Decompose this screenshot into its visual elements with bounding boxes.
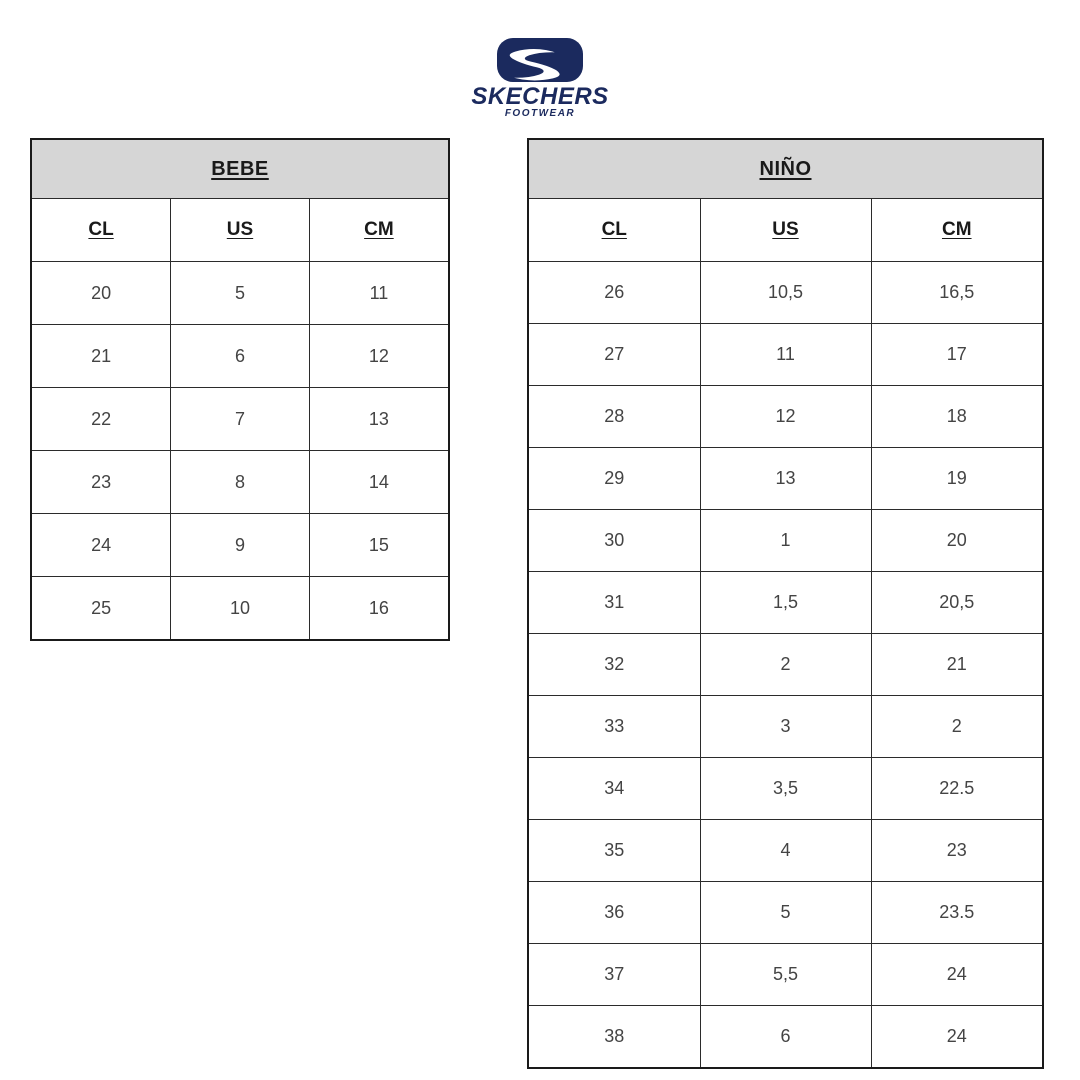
cell-cl: 27 [529,324,700,386]
cell-cl: 34 [529,758,700,820]
column-header-us-label: US [226,219,254,240]
cell-cm: 24 [871,1006,1042,1068]
cell-cl: 35 [529,820,700,882]
column-header-cm [871,199,1042,262]
cell-us: 9 [171,514,310,577]
table-row [529,510,1042,572]
cell-us: 4 [700,820,871,882]
cell-cm: 19 [871,448,1042,510]
cell-cm: 14 [309,451,448,514]
cell-cl: 31 [529,572,700,634]
cell-cl: 23 [32,451,171,514]
cell-us: 3 [700,696,871,758]
table-row [529,696,1042,758]
table-title-row [529,140,1042,199]
cell-cl: 24 [32,514,171,577]
column-header-us [700,199,871,262]
cell-us: 1,5 [700,572,871,634]
cell-cl: 28 [529,386,700,448]
table-row [529,820,1042,882]
table-row [32,262,448,325]
table-title-label: BEBE [211,157,269,180]
cell-cl: 38 [529,1006,700,1068]
cell-us: 5 [171,262,310,325]
column-header-cl [32,199,171,262]
size-table-nino-grid [529,140,1042,1067]
table-row [529,448,1042,510]
cell-cl: 26 [529,262,700,324]
cell-cl: 37 [529,944,700,1006]
cell-cm: 22.5 [871,758,1042,820]
cell-cl: 30 [529,510,700,572]
column-header-cm-label: CM [941,219,972,240]
cell-us: 13 [700,448,871,510]
logo-tagline-text: FOOTWEAR [504,108,576,119]
column-header-cl-label: CL [601,219,627,240]
cell-us: 11 [700,324,871,386]
column-header-us [171,199,310,262]
cell-cm: 12 [309,325,448,388]
table-row [529,944,1042,1006]
cell-us: 5 [700,882,871,944]
cell-us: 6 [700,1006,871,1068]
cell-cm: 16,5 [871,262,1042,324]
table-row [529,386,1042,448]
cell-us: 7 [171,388,310,451]
cell-us: 10 [171,577,310,640]
column-header-cl [529,199,700,262]
table-row [529,1006,1042,1068]
column-header-cl-label: CL [88,219,114,240]
column-header-us-label: US [772,219,799,240]
cell-us: 12 [700,386,871,448]
table-title [529,140,1042,199]
cell-cl: 36 [529,882,700,944]
table-row [529,758,1042,820]
cell-cm: 20,5 [871,572,1042,634]
cell-cl: 33 [529,696,700,758]
size-table-nino [527,138,1044,1069]
table-title-row [32,140,448,199]
cell-us: 10,5 [700,262,871,324]
cell-cl: 25 [32,577,171,640]
size-table-bebe [30,138,450,641]
cell-cm: 16 [309,577,448,640]
cell-cl: 20 [32,262,171,325]
table-row [529,882,1042,944]
cell-cm: 21 [871,634,1042,696]
column-header-cm-label: CM [364,219,394,240]
cell-cm: 13 [309,388,448,451]
table-row [529,572,1042,634]
cell-us: 6 [171,325,310,388]
skechers-logo [455,38,625,120]
cell-cl: 29 [529,448,700,510]
cell-cl: 32 [529,634,700,696]
cell-cm: 24 [871,944,1042,1006]
cell-cm: 23.5 [871,882,1042,944]
cell-cl: 21 [32,325,171,388]
table-row [529,262,1042,324]
cell-us: 3,5 [700,758,871,820]
table-row [32,514,448,577]
brand-logo [0,38,1080,120]
cell-us: 8 [171,451,310,514]
table-header-row [32,199,448,262]
table-title [32,140,448,199]
cell-us: 2 [700,634,871,696]
table-header-row [529,199,1042,262]
cell-cm: 2 [871,696,1042,758]
table-title-label: NIÑO [759,157,812,180]
cell-cm: 18 [871,386,1042,448]
cell-us: 5,5 [700,944,871,1006]
table-row [32,451,448,514]
table-row [529,634,1042,696]
cell-cm: 20 [871,510,1042,572]
table-row [32,577,448,640]
cell-cm: 23 [871,820,1042,882]
cell-cm: 17 [871,324,1042,386]
size-table-bebe-grid [32,140,448,639]
cell-cl: 22 [32,388,171,451]
cell-cm: 15 [309,514,448,577]
cell-us: 1 [700,510,871,572]
table-row [32,388,448,451]
column-header-cm [309,199,448,262]
table-row [529,324,1042,386]
logo-brand-text: SKECHERS [471,83,609,110]
skechers-logo-icon [455,38,625,120]
cell-cm: 11 [309,262,448,325]
table-row [32,325,448,388]
